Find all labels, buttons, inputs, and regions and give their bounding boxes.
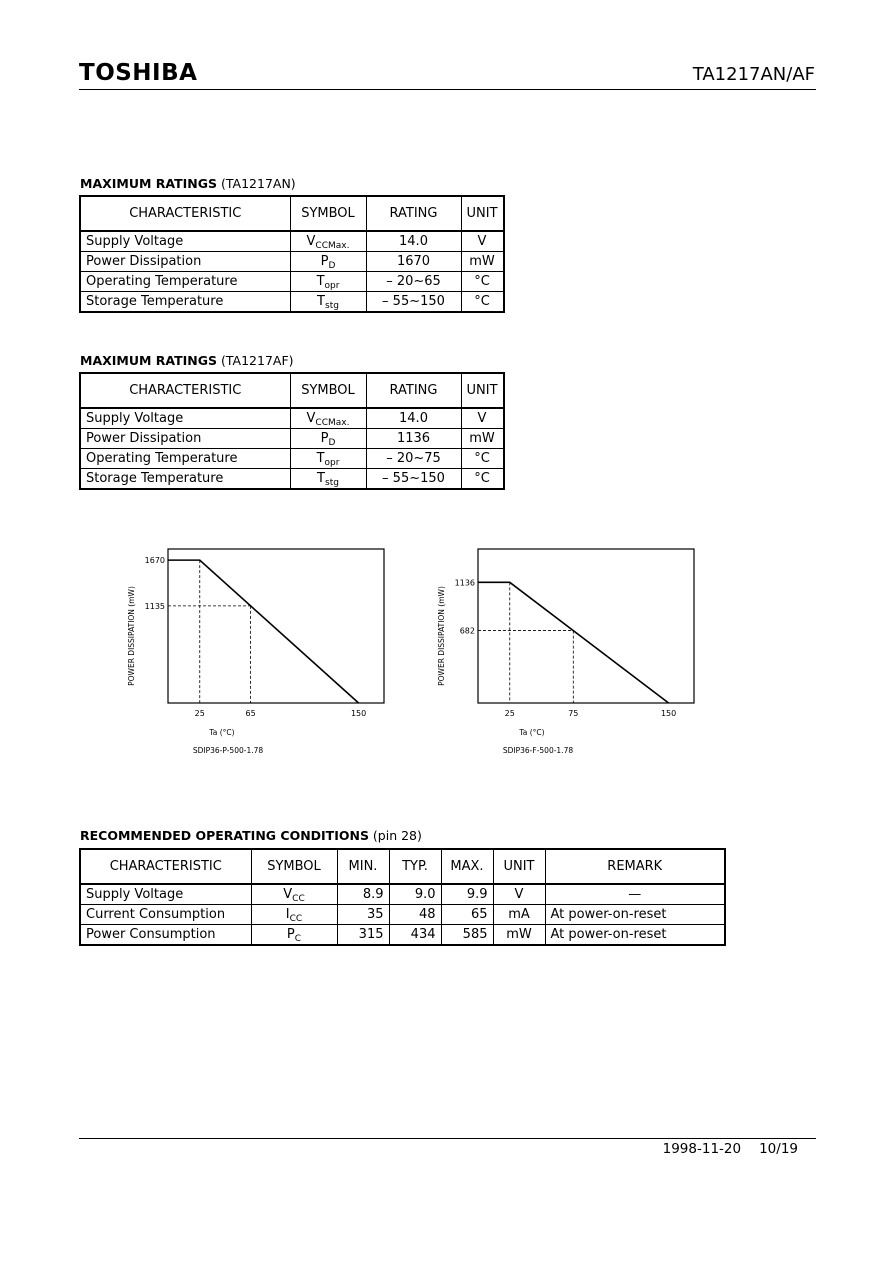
header-cell: CHARACTERISTIC bbox=[80, 373, 290, 408]
cell: Supply Voltage bbox=[80, 231, 290, 252]
y-tick-label: 682 bbox=[459, 626, 475, 636]
derating-chart-af bbox=[420, 540, 720, 765]
x-tick-label: 65 bbox=[245, 709, 256, 718]
table-row bbox=[80, 252, 504, 272]
symbol-cell: $T_{stg}$ bbox=[290, 292, 366, 313]
footer bbox=[645, 1141, 798, 1157]
cell: mW bbox=[461, 429, 504, 449]
header-cell: SYMBOL bbox=[251, 849, 337, 884]
table-row bbox=[80, 429, 504, 449]
cell: Supply Voltage bbox=[80, 408, 290, 429]
cell: – 20~65 bbox=[366, 272, 461, 292]
symbol-cell: $P_D$ bbox=[290, 252, 366, 272]
table-row bbox=[80, 449, 504, 469]
y-tick-label: 1136 bbox=[454, 578, 475, 588]
cell: 8.9 bbox=[337, 884, 389, 905]
cell: Storage Temperature bbox=[80, 469, 290, 490]
symbol-cell: $V_{CCMax.}$ bbox=[290, 231, 366, 252]
y-tick-label: 1670 bbox=[144, 556, 165, 566]
cell: Storage Temperature bbox=[80, 292, 290, 313]
header-cell: MIN. bbox=[337, 849, 389, 884]
symbol-cell: $P_C$ bbox=[251, 925, 337, 946]
x-tick-label: 150 bbox=[350, 709, 367, 718]
cell: Power Consumption bbox=[80, 925, 251, 946]
y-axis-label: POWER DISSIPATION (mW) bbox=[437, 586, 446, 686]
rec-conditions-table bbox=[79, 848, 726, 946]
cell: 48 bbox=[389, 905, 441, 925]
x-tick-label: 25 bbox=[194, 709, 205, 718]
cell: °C bbox=[461, 292, 504, 313]
cell: 35 bbox=[337, 905, 389, 925]
cell: At power-on-reset bbox=[545, 925, 725, 946]
part-number: TA1217AN/AF bbox=[692, 64, 815, 85]
header-cell: RATING bbox=[366, 373, 461, 408]
plot-frame bbox=[168, 549, 384, 703]
ratings-af-title: MAXIMUM RATINGS (TA1217AF) bbox=[80, 353, 294, 368]
header-cell: CHARACTERISTIC bbox=[80, 849, 251, 884]
series-line bbox=[168, 560, 359, 703]
cell: Operating Temperature bbox=[80, 449, 290, 469]
derating-chart-an bbox=[110, 540, 410, 765]
header-cell: UNIT bbox=[461, 373, 504, 408]
chart-caption: SDIP36-F-500-1.78 bbox=[502, 746, 574, 755]
symbol-cell: $V_{CCMax.}$ bbox=[290, 408, 366, 429]
cell: V bbox=[461, 231, 504, 252]
cell: °C bbox=[461, 272, 504, 292]
table-row bbox=[80, 905, 725, 925]
header-cell: SYMBOL bbox=[290, 373, 366, 408]
cell: 1136 bbox=[366, 429, 461, 449]
table-row bbox=[80, 925, 725, 946]
ratings-an-table bbox=[79, 195, 505, 313]
symbol-cell: $V_{CC}$ bbox=[251, 884, 337, 905]
cell: °C bbox=[461, 449, 504, 469]
symbol-cell: $P_D$ bbox=[290, 429, 366, 449]
table-row bbox=[80, 231, 504, 252]
table-row bbox=[80, 884, 725, 905]
header-rule bbox=[79, 89, 816, 90]
table-header-row bbox=[80, 196, 504, 231]
cell: 585 bbox=[441, 925, 493, 946]
cell: mW bbox=[461, 252, 504, 272]
cell: Operating Temperature bbox=[80, 272, 290, 292]
header-cell: MAX. bbox=[441, 849, 493, 884]
ratings-af-table bbox=[79, 372, 505, 490]
x-axis-label: Ta (°C) bbox=[209, 728, 235, 737]
cell: mW bbox=[493, 925, 545, 946]
cell: — bbox=[545, 884, 725, 905]
cell: 1670 bbox=[366, 252, 461, 272]
table-row bbox=[80, 469, 504, 490]
cell: 14.0 bbox=[366, 231, 461, 252]
x-axis-label: Ta (°C) bbox=[519, 728, 545, 737]
cell: 9.0 bbox=[389, 884, 441, 905]
rec-conditions-title: RECOMMENDED OPERATING CONDITIONS (pin 28) bbox=[80, 828, 422, 843]
footer-date: 1998-11-20 bbox=[662, 1141, 742, 1157]
header-cell: RATING bbox=[366, 196, 461, 231]
cell: V bbox=[493, 884, 545, 905]
cell: – 55~150 bbox=[366, 292, 461, 313]
symbol-cell: $T_{opr}$ bbox=[290, 272, 366, 292]
cell: 434 bbox=[389, 925, 441, 946]
cell: V bbox=[461, 408, 504, 429]
symbol-cell: $I_{CC}$ bbox=[251, 905, 337, 925]
cell: 9.9 bbox=[441, 884, 493, 905]
cell: °C bbox=[461, 469, 504, 490]
plot-frame bbox=[478, 549, 694, 703]
x-tick-label: 25 bbox=[504, 709, 515, 718]
x-tick-label: 150 bbox=[660, 709, 677, 718]
cell: Supply Voltage bbox=[80, 884, 251, 905]
cell: – 20~75 bbox=[366, 449, 461, 469]
table-header-row bbox=[80, 373, 504, 408]
cell: 14.0 bbox=[366, 408, 461, 429]
cell: At power-on-reset bbox=[545, 905, 725, 925]
symbol-cell: $T_{stg}$ bbox=[290, 469, 366, 490]
cell: mA bbox=[493, 905, 545, 925]
footer-rule bbox=[79, 1138, 816, 1139]
footer-page: 10/19 bbox=[759, 1141, 798, 1157]
cell: 65 bbox=[441, 905, 493, 925]
x-tick-label: 75 bbox=[568, 709, 579, 718]
header-cell: UNIT bbox=[493, 849, 545, 884]
table-row bbox=[80, 408, 504, 429]
ratings-an-title: MAXIMUM RATINGS (TA1217AN) bbox=[80, 176, 296, 191]
brand-logo: TOSHIBA bbox=[79, 60, 198, 86]
header-cell: TYP. bbox=[389, 849, 441, 884]
header-cell: REMARK bbox=[545, 849, 725, 884]
header-cell: SYMBOL bbox=[290, 196, 366, 231]
cell: 315 bbox=[337, 925, 389, 946]
y-tick-label: 1135 bbox=[144, 601, 165, 611]
cell: – 55~150 bbox=[366, 469, 461, 490]
chart-caption: SDIP36-P-500-1.78 bbox=[192, 746, 264, 755]
table-row bbox=[80, 272, 504, 292]
cell: Power Dissipation bbox=[80, 429, 290, 449]
table-header-row bbox=[80, 849, 725, 884]
symbol-cell: $T_{opr}$ bbox=[290, 449, 366, 469]
cell: Power Dissipation bbox=[80, 252, 290, 272]
header-cell: CHARACTERISTIC bbox=[80, 196, 290, 231]
header-cell: UNIT bbox=[461, 196, 504, 231]
y-axis-label: POWER DISSIPATION (mW) bbox=[127, 586, 136, 686]
cell: Current Consumption bbox=[80, 905, 251, 925]
table-row bbox=[80, 292, 504, 313]
